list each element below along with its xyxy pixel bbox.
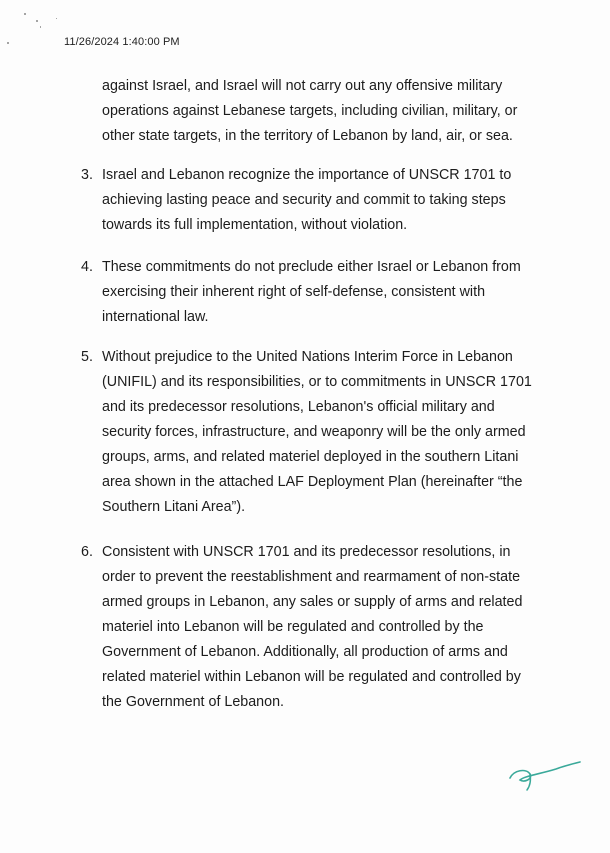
list-item-text: These commitments do not preclude either Israel or Lebanon from exercising their inherent right of self-defense, consistent with international law. — [102, 259, 521, 325]
scan-speck — [7, 42, 9, 44]
list-item-number: 4. — [81, 259, 93, 275]
list-item-number: 3. — [81, 167, 93, 183]
initials-signature — [500, 752, 590, 792]
scan-speck — [40, 26, 41, 28]
list-item-text: Without prejudice to the United Nations Interim Force in Lebanon (UNIFIL) and its responsibilities, or to commitments in UNSCR 1701 and its predecessor resolutions, Lebanon's official military and security forces, infrastructure, and weaponry will be the only armed groups, arms, and related materiel deployed in the southern Litani area shown in the attached LAF Deployment Plan (hereinafter “the Southern Litani Area”). — [102, 349, 532, 515]
print-timestamp: 11/26/2024 1:40:00 PM — [64, 36, 180, 48]
list-item-text: Israel and Lebanon recognize the importance of UNSCR 1701 to achieving lasting peace and security and commit to taking steps towards its full implementation, without violation. — [102, 167, 512, 233]
continuation-paragraph: against Israel, and Israel will not carry out any offensive military operations against Lebanese targets, including civilian, military, or other state targets, in the territory of Lebanon by land, air, or sea. — [102, 78, 518, 144]
scan-speck — [24, 13, 26, 15]
scan-speck — [36, 20, 38, 22]
list-item-number: 6. — [81, 544, 93, 560]
list-item-number: 5. — [81, 349, 93, 365]
list-item-text: Consistent with UNSCR 1701 and its predecessor resolutions, in order to prevent the reestablishment and rearmament of non-state armed groups in Lebanon, any sales or supply of arms and related materiel into Lebanon will be regulated and controlled by the Government of Lebanon. Additionally, all production of arms and related materiel within Lebanon will be regulated and controlled by the Government of Lebanon. — [102, 544, 523, 710]
scan-speck — [56, 18, 57, 19]
